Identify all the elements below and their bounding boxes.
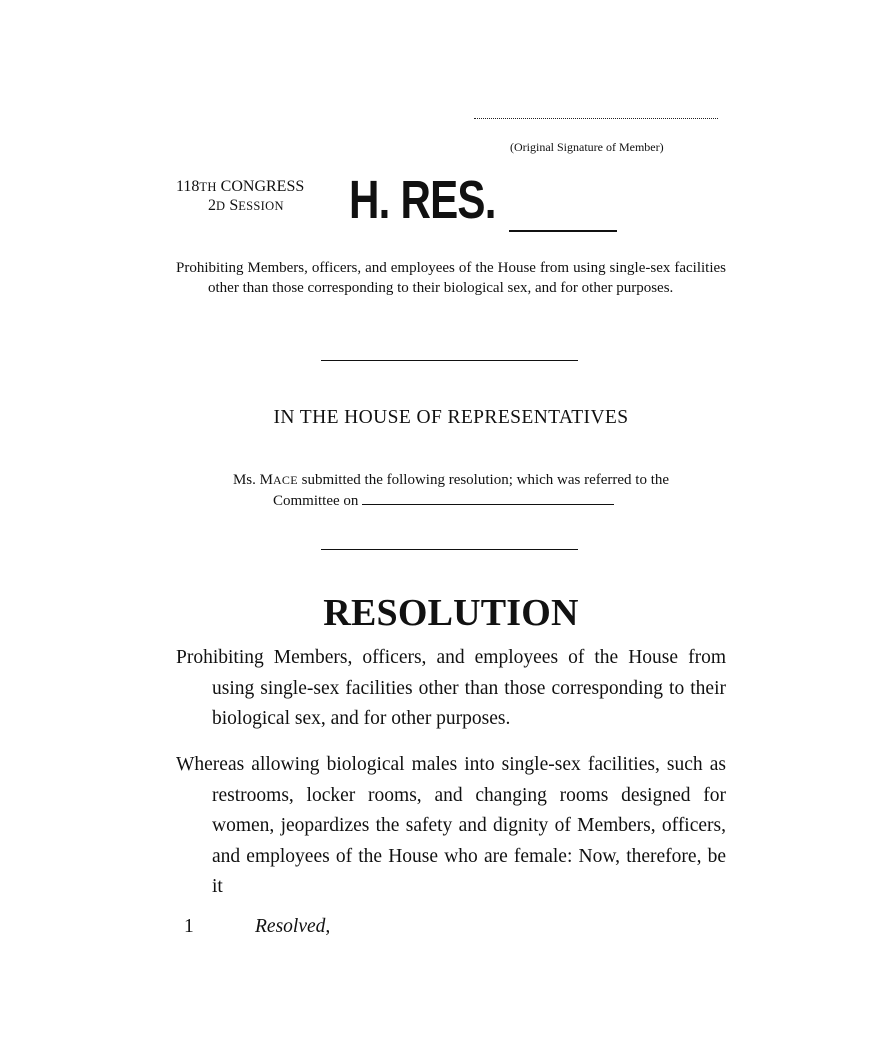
sponsor-name: MACE [259, 472, 298, 488]
session-label [208, 196, 284, 216]
divider-rule [321, 360, 578, 361]
session-suffix: D [216, 199, 226, 213]
sponsor-action: submitted the following resolution; which was referred to the [301, 472, 670, 488]
whereas-clause: Whereas allowing biological males into single-sex facilities, such as restrooms, locker rooms, and changing rooms designed for women, jeopardizes the safety and dignity of Members, officers, and employees of the House who are female: Now, therefore, be it [176, 754, 726, 898]
signature-line [474, 118, 718, 119]
resolved-clause: Resolved, [255, 916, 331, 937]
congress-suffix: TH [199, 180, 217, 194]
committee-line [273, 490, 614, 511]
divider-rule [321, 549, 578, 550]
line-number: 1 [184, 916, 194, 937]
session-initial: S [229, 197, 239, 214]
bill-type: H. RES. [349, 170, 496, 230]
committee-blank [362, 490, 614, 505]
sponsor-prefix: Ms. [232, 472, 256, 488]
committee-prefix: Committee on [273, 493, 359, 509]
chamber-heading: IN THE HOUSE OF REPRESENTATIVES [273, 407, 629, 428]
session-rest: ESSION [238, 199, 284, 213]
resolution-heading: RESOLUTION [323, 592, 579, 634]
session-number: 2 [208, 197, 216, 214]
signature-caption: (Original Signature of Member) [510, 140, 664, 154]
bill-number-blank [509, 230, 617, 232]
sponsor-line [176, 470, 726, 490]
resolution-title: Prohibiting Members, officers, and employees of the House from using single-sex facilities other than those corresponding to their biological sex, and for other purposes. [176, 647, 726, 730]
congress-number: 118 [176, 178, 200, 195]
short-title: Prohibiting Members, officers, and employees of the House from using single-sex facilities other than those corresponding to their biological sex, and for other purposes. [176, 260, 726, 296]
congress-label [176, 177, 304, 197]
congress-word: CONGRESS [220, 178, 305, 195]
